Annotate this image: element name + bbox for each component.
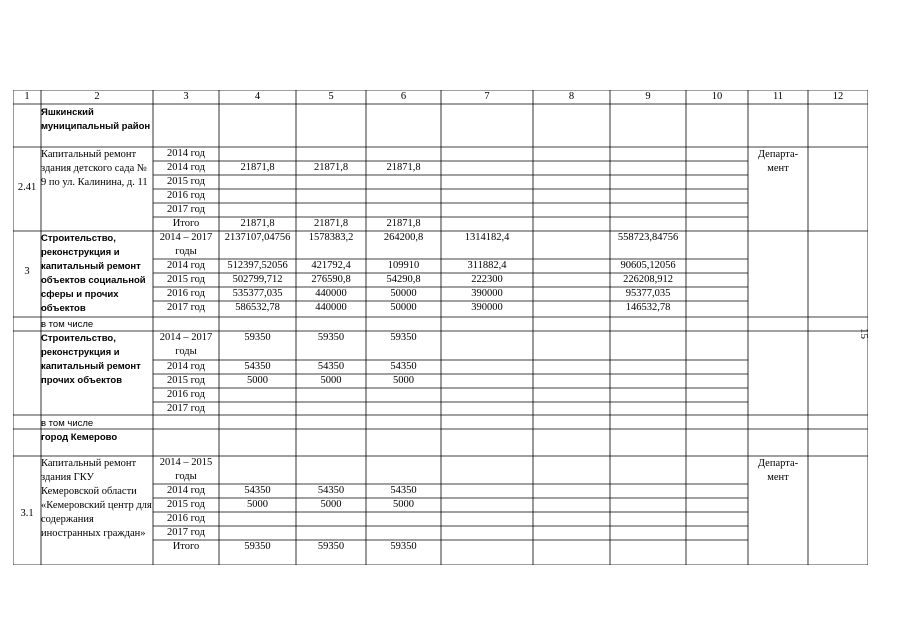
period-cell: 2014 год [167, 148, 205, 159]
district-title: город Кемерово [41, 432, 118, 443]
value-cell: 1314182,4 [464, 232, 510, 243]
value-cell: 95377,035 [625, 288, 671, 299]
column-header: 7 [484, 91, 490, 102]
column-header: 6 [400, 91, 407, 102]
value-cell: 21871,8 [386, 218, 421, 229]
period-cell: 2017 год [167, 204, 205, 215]
value-cell: 535377,035 [232, 288, 283, 299]
value-cell: 5000 [320, 375, 342, 386]
value-cell: 21871,8 [240, 162, 275, 173]
page-number: 15 [858, 328, 870, 339]
period-cell: 2015 год [167, 375, 205, 386]
value-cell: 54350 [317, 361, 345, 372]
column-header: 10 [711, 91, 723, 102]
period-cell: 2014 год [167, 162, 205, 173]
value-cell: 21871,8 [313, 162, 349, 173]
value-cell: 1578383,2 [308, 232, 354, 243]
period-cell: 2016 год [167, 389, 205, 400]
value-cell: 276590,8 [311, 274, 351, 285]
value-cell: 264200,8 [383, 232, 424, 243]
value-cell: 54290,8 [386, 274, 421, 285]
column-header: 11 [772, 91, 784, 102]
including-label: в том числе [41, 319, 94, 330]
value-cell: 5000 [393, 375, 414, 386]
value-cell: 59350 [390, 332, 417, 343]
value-cell: 21871,8 [313, 218, 349, 229]
value-cell: 2137107,04756 [224, 232, 291, 243]
value-cell: 440000 [315, 302, 347, 313]
value-cell: 21871,8 [386, 162, 421, 173]
value-cell: 54350 [244, 485, 271, 496]
period-cell: 2014 год [167, 260, 205, 271]
value-cell: 59350 [317, 541, 345, 552]
item-name: Капитальный ремонт здания ГКУ Кемеровской области «Кемеровский центр для содержания иностранных граждан» [41, 458, 152, 539]
period-cell: 2016 год [167, 288, 205, 299]
period-cell: 2016 год [167, 513, 205, 524]
budget-table [13, 90, 868, 565]
value-cell: 5000 [247, 499, 268, 510]
period-cell: 2017 год [167, 527, 205, 538]
value-cell: 50000 [390, 302, 417, 313]
responsible: Департа-мент [757, 149, 799, 174]
value-cell: 222300 [471, 274, 503, 285]
period-cell: 2014 – 2017 годы [159, 332, 213, 357]
value-cell: 226208,912 [623, 274, 673, 285]
column-header: 2 [94, 91, 100, 102]
value-cell: 558723,84756 [617, 232, 679, 243]
period-cell: 2015 год [167, 499, 205, 510]
period-cell: 2016 год [167, 190, 205, 201]
value-cell: 54350 [244, 361, 271, 372]
item-number: 3 [24, 266, 30, 277]
value-cell: 421792,4 [311, 260, 351, 271]
including-label: в том числе [41, 418, 94, 429]
column-header: 1 [24, 91, 30, 102]
period-cell: 2014 год [167, 361, 205, 372]
item-name: Строительство, реконструкция и капитальный ремонт прочих объектов [41, 333, 141, 386]
value-cell: 21871,8 [240, 218, 275, 229]
period-cell: 2014 – 2015 годы [159, 457, 213, 482]
value-cell: 59350 [244, 332, 271, 343]
value-cell: 512397,52056 [227, 260, 288, 271]
value-cell: 311882,4 [467, 260, 507, 271]
column-header: 5 [328, 91, 334, 102]
column-header: 12 [832, 91, 844, 102]
value-cell: 90605,12056 [620, 260, 676, 271]
value-cell: 54350 [390, 485, 417, 496]
value-cell: 586532,78 [235, 302, 280, 313]
responsible: Департа-мент [757, 458, 799, 483]
value-cell: 390000 [471, 288, 503, 299]
item-name: Капитальный ремонт здания детского сада № 9 по ул. Калинина, д. 11 [41, 149, 148, 188]
value-cell: 50000 [390, 288, 417, 299]
value-cell: 59350 [317, 332, 345, 343]
period-cell: 2017 год [167, 403, 205, 414]
period-cell: 2015 год [167, 176, 205, 187]
value-cell: 109910 [387, 260, 420, 271]
period-cell: Итого [172, 218, 200, 229]
value-cell: 5000 [320, 499, 342, 510]
value-cell: 5000 [247, 375, 268, 386]
item-number: 2.41 [17, 182, 37, 193]
period-cell: 2014 год [167, 485, 205, 496]
value-cell: 146532,78 [625, 302, 671, 313]
item-number: 3.1 [20, 508, 34, 519]
value-cell: 502799,712 [232, 274, 283, 285]
value-cell: 54350 [317, 485, 345, 496]
column-header: 3 [183, 91, 189, 102]
value-cell: 390000 [471, 302, 503, 313]
value-cell: 54350 [390, 361, 417, 372]
column-header: 8 [568, 91, 575, 102]
period-cell: 2014 – 2017 годы [159, 232, 213, 257]
value-cell: 440000 [315, 288, 347, 299]
value-cell: 59350 [390, 541, 417, 552]
item-name: Строительство, реконструкция и капитальный ремонт объектов социальной сферы и прочих объектов [41, 233, 146, 314]
district-title: Яшкинский муниципальный район [41, 107, 151, 132]
value-cell: 59350 [244, 541, 271, 552]
period-cell: Итого [172, 541, 200, 552]
value-cell: 5000 [393, 499, 414, 510]
period-cell: 2015 год [167, 274, 205, 285]
column-header: 4 [254, 91, 261, 102]
period-cell: 2017 год [167, 302, 205, 313]
column-header: 9 [645, 91, 651, 102]
